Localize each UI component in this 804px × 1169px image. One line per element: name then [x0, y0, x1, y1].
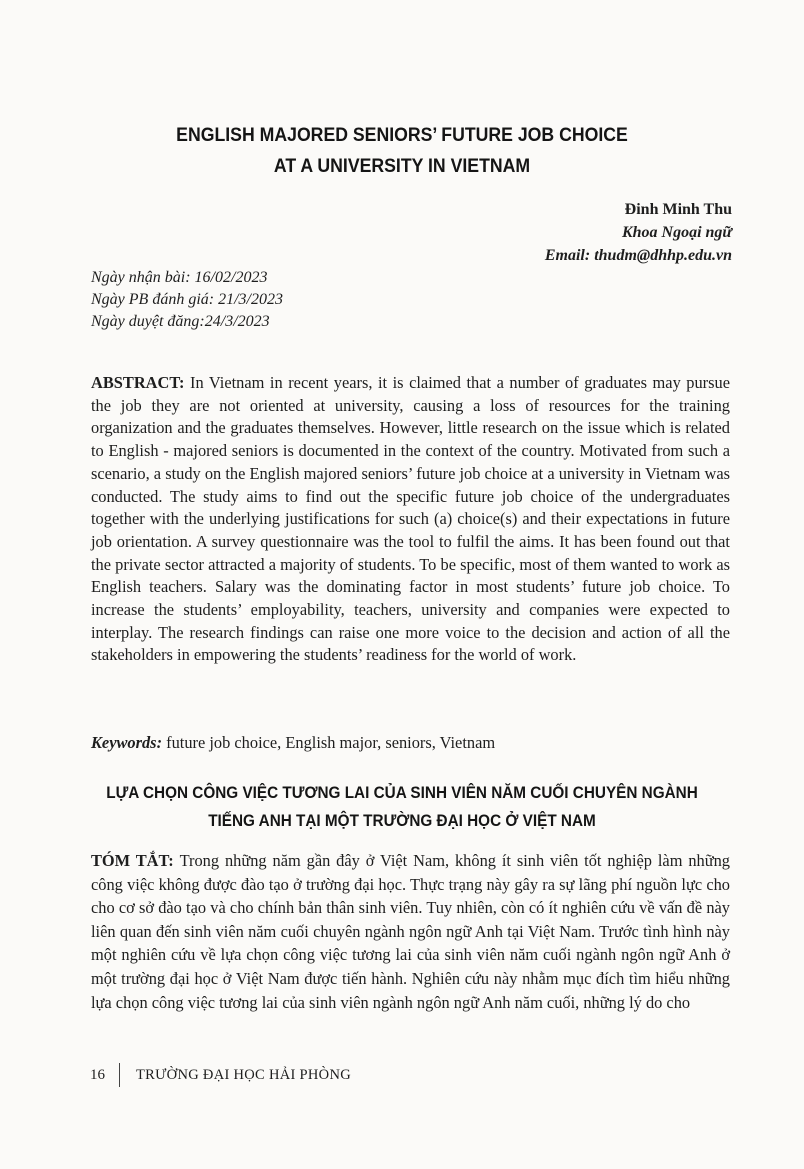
english-title-line-1: ENGLISH MAJORED SENIORS’ FUTURE JOB CHOICE [176, 125, 628, 146]
submission-dates [91, 267, 283, 333]
journal-name: TRƯỜNG ĐẠI HỌC HẢI PHÒNG [136, 1067, 351, 1083]
author-department: Khoa Ngoại ngữ [621, 224, 732, 241]
keywords-text: future job choice, English major, seniors, Vietnam [166, 733, 496, 752]
abstract-label: ABSTRACT: [91, 373, 191, 392]
tomtat-text: Trong những năm gần đây ở Việt Nam, không ít sinh viên tốt nghiệp làm những công việc không được đào tạo ở trường đại học. Thực trạng này gây ra sự lãng phí nguồn lực cho cho cơ sở đào tạo và cho chính bản thân sinh viên. Tuy nhiên, còn có ít nghiên cứu về vấn đề này liên quan đến sinh viên năm cuối chuyên ngành ngôn ngữ Anh tại Việt Nam. Trước tình hình này một nghiên cứu về lựa chọn công việc tương lai của sinh viên năm cuối ngành ngôn ngữ Anh ở một trường đại học ở Việt Nam được tiến hành. Nghiên cứu này nhằm mục đích tìm hiểu những lựa chọn công việc tương lai của sinh viên ngành ngôn ngữ Anh năm cuối, những lý do cho [91, 851, 730, 1012]
page-number: 16 [90, 1067, 105, 1083]
abstract-text: In Vietnam in recent years, it is claimed that a number of graduates may pursue the job they are not oriented at university, causing a loss of resources for the training organization and the graduates themselves. However, little research on the issue which is related to English - majored seniors is documented in the context of the country. Motivated from such a scenario, a study on the English majored seniors’ future job choice at a university in Vietnam was conducted. The study aims to find out the specific future job choice of the undergraduates together with the underlying justifications for such (a) choice(s) and their expectations in future job orientation. A survey questionnaire was the tool to fulfil the aims. It has been found out that the private sector attracted a majority of students. To be specific, most of them wanted to work as English teachers. Salary was the dominating factor in most students’ future job choice. To increase the students’ employability, teachers, university and companies were expected to interplay. The research findings can raise one more voice to the decision and action of all the stakeholders in empowering the students’ readiness for the world of work. [91, 373, 730, 665]
vietnamese-title [40, 779, 764, 835]
author-email: Email: thudm@dhhp.edu.vn [544, 247, 732, 264]
date-received: Ngày nhận bài: 16/02/2023 [91, 269, 268, 286]
keywords-line [91, 731, 495, 754]
vietnamese-title-line-1: LỰA CHỌN CÔNG VIỆC TƯƠNG LAI CỦA SINH VIÊN NĂM CUỐI CHUYÊN NGÀNH [106, 783, 698, 802]
date-accepted: Ngày duyệt đăng:24/3/2023 [91, 313, 270, 330]
footer-divider [119, 1063, 120, 1087]
date-reviewed: Ngày PB đánh giá: 21/3/2023 [91, 291, 283, 308]
tomtat-label: TÓM TẮT: [91, 851, 180, 870]
abstract-paragraph [91, 372, 730, 667]
vietnamese-abstract-paragraph [91, 849, 730, 1014]
english-title [28, 120, 776, 182]
page-footer [90, 1063, 351, 1087]
vietnamese-title-line-2: TIẾNG ANH TẠI MỘT TRƯỜNG ĐẠI HỌC Ở VIỆT NAM [208, 811, 596, 830]
author-block [545, 198, 732, 267]
author-name: Đinh Minh Thu [624, 201, 732, 218]
keywords-label: Keywords: [91, 733, 167, 752]
english-title-line-2: AT A UNIVERSITY IN VIETNAM [273, 156, 531, 177]
